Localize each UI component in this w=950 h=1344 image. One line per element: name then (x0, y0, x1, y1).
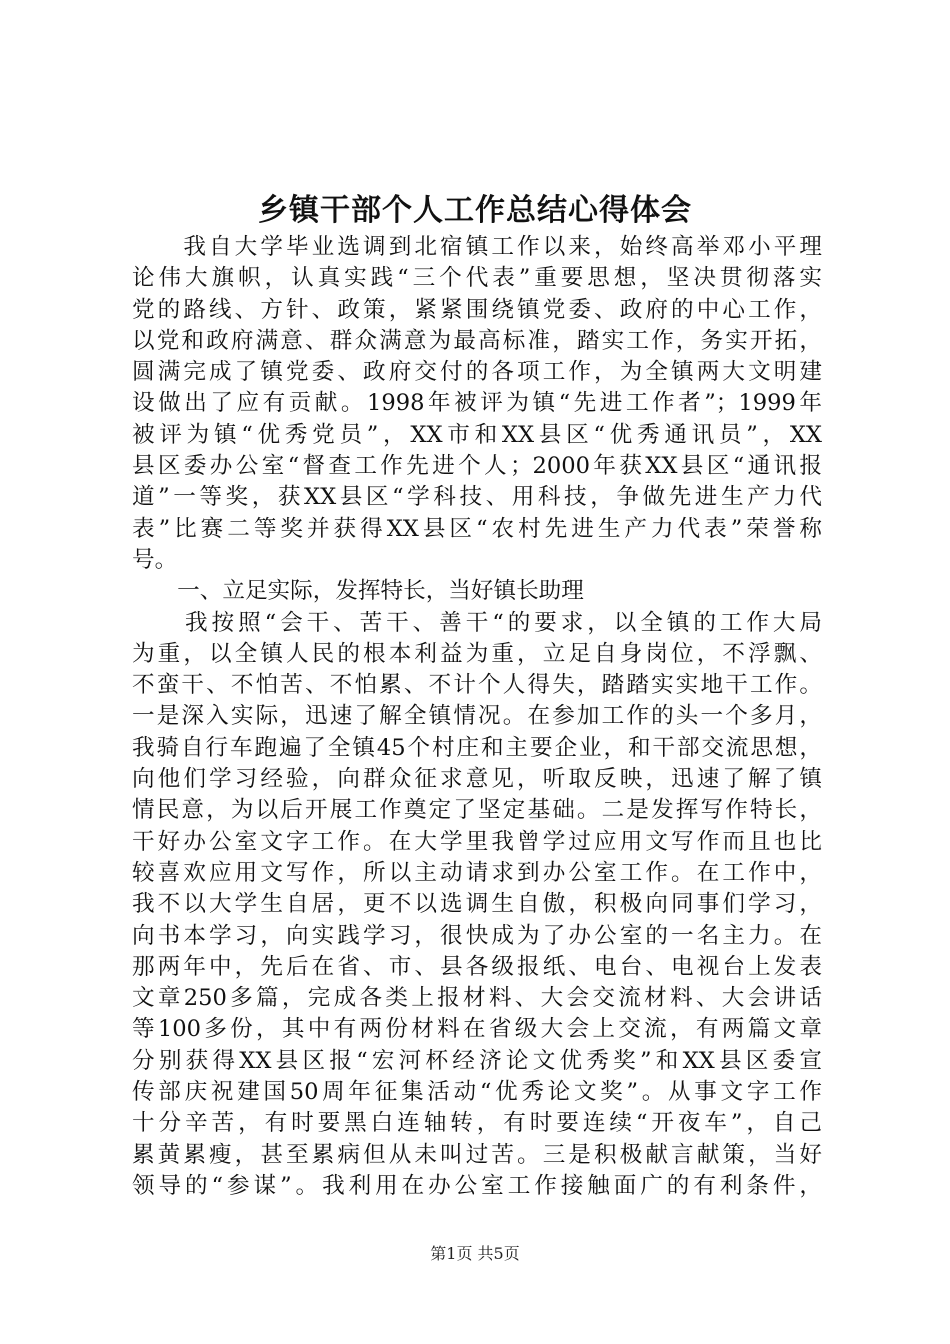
text-line: 文章250多篇，完成各类上报材料、大会交流材料、大会讲话 (132, 985, 822, 1012)
text-line: 一是深入实际，迅速了解全镇情况。在参加工作的头一个多月， (132, 703, 822, 730)
text-line: 累黄累瘦，甚至累病但从未叫过苦。三是积极献言献策，当好 (132, 1141, 822, 1168)
text-line: 等100多份，其中有两份材料在省级大会上交流，有两篇文章 (132, 1016, 822, 1043)
text-line: 道”一等奖，获XX县区“学科技、用科技，争做先进生产力代 (132, 484, 822, 511)
text-line: 我骑自行车跑遍了全镇45个村庄和主要企业，和干部交流思想， (132, 734, 822, 761)
text-line: 较喜欢应用文写作，所以主动请求到办公室工作。在工作中， (132, 859, 822, 886)
text-line: 十分辛苦，有时要黑白连轴转，有时要连续“开夜车”，自己 (132, 1110, 822, 1137)
text-line: 被评为镇“优秀党员”，XX市和XX县区“优秀通讯员”，XX (132, 421, 822, 448)
text-line: 我自大学毕业选调到北宿镇工作以来，始终高举邓小平理 (132, 234, 822, 260)
text-line: 向书本学习，向实践学习，很快成为了办公室的一名主力。在 (132, 922, 822, 949)
text-line: 我按照“会干、苦干、善干“的要求，以全镇的工作大局 (132, 609, 822, 636)
text-line: 干好办公室文字工作。在大学里我曾学过应用文写作而且也比 (132, 828, 822, 855)
text-line: 圆满完成了镇党委、政府交付的各项工作，为全镇两大文明建 (132, 359, 822, 386)
text-line: 我不以大学生自居，更不以选调生自傲，积极向同事们学习， (132, 891, 822, 918)
text-line: 设做出了应有贡献。1998年被评为镇“先进工作者”；1999年 (132, 390, 822, 417)
page-footer: 第1页 共5页 (430, 1244, 520, 1263)
text-line: 党的路线、方针、政策，紧紧围绕镇党委、政府的中心工作， (132, 296, 822, 323)
text-line: 论伟大旗帜，认真实践“三个代表”重要思想，坚决贯彻落实 (132, 265, 822, 292)
text-line: 领导的“参谋”。我利用在办公室工作接触面广的有利条件， (132, 1172, 822, 1199)
text-line: 为重，以全镇人民的根本利益为重，立足自身岗位，不浮飘、 (132, 640, 822, 667)
text-line: 传部庆祝建国50周年征集活动“优秀论文奖”。从事文字工作 (132, 1079, 822, 1106)
text-line: 以党和政府满意、群众满意为最高标准，踏实工作，务实开拓， (132, 327, 822, 354)
text-line: 那两年中，先后在省、市、县各级报纸、电台、电视台上发表 (132, 953, 822, 980)
text-line: 向他们学习经验，向群众征求意见，听取反映，迅速了解了镇 (132, 766, 822, 793)
text-line: 一、立足实际，发挥特长，当好镇长助理 (132, 578, 584, 605)
text-line: 不蛮干、不怕苦、不怕累、不计个人得失，踏踏实实地干工作。 (132, 672, 822, 699)
text-line: 号。 (132, 546, 178, 573)
text-line: 县区委办公室“督查工作先进个人；2000年获XX县区“通讯报 (132, 453, 822, 480)
document-title: 乡镇干部个人工作总结心得体会 (258, 193, 692, 228)
document-body (132, 232, 822, 1202)
text-line: 情民意，为以后开展工作奠定了坚定基础。二是发挥写作特长， (132, 797, 822, 824)
text-line: 表”比赛二等奖并获得XX县区“农村先进生产力代表”荣誉称 (132, 515, 822, 542)
text-line: 分别获得XX县区报“宏河杯经济论文优秀奖”和XX县区委宣 (132, 1047, 822, 1074)
